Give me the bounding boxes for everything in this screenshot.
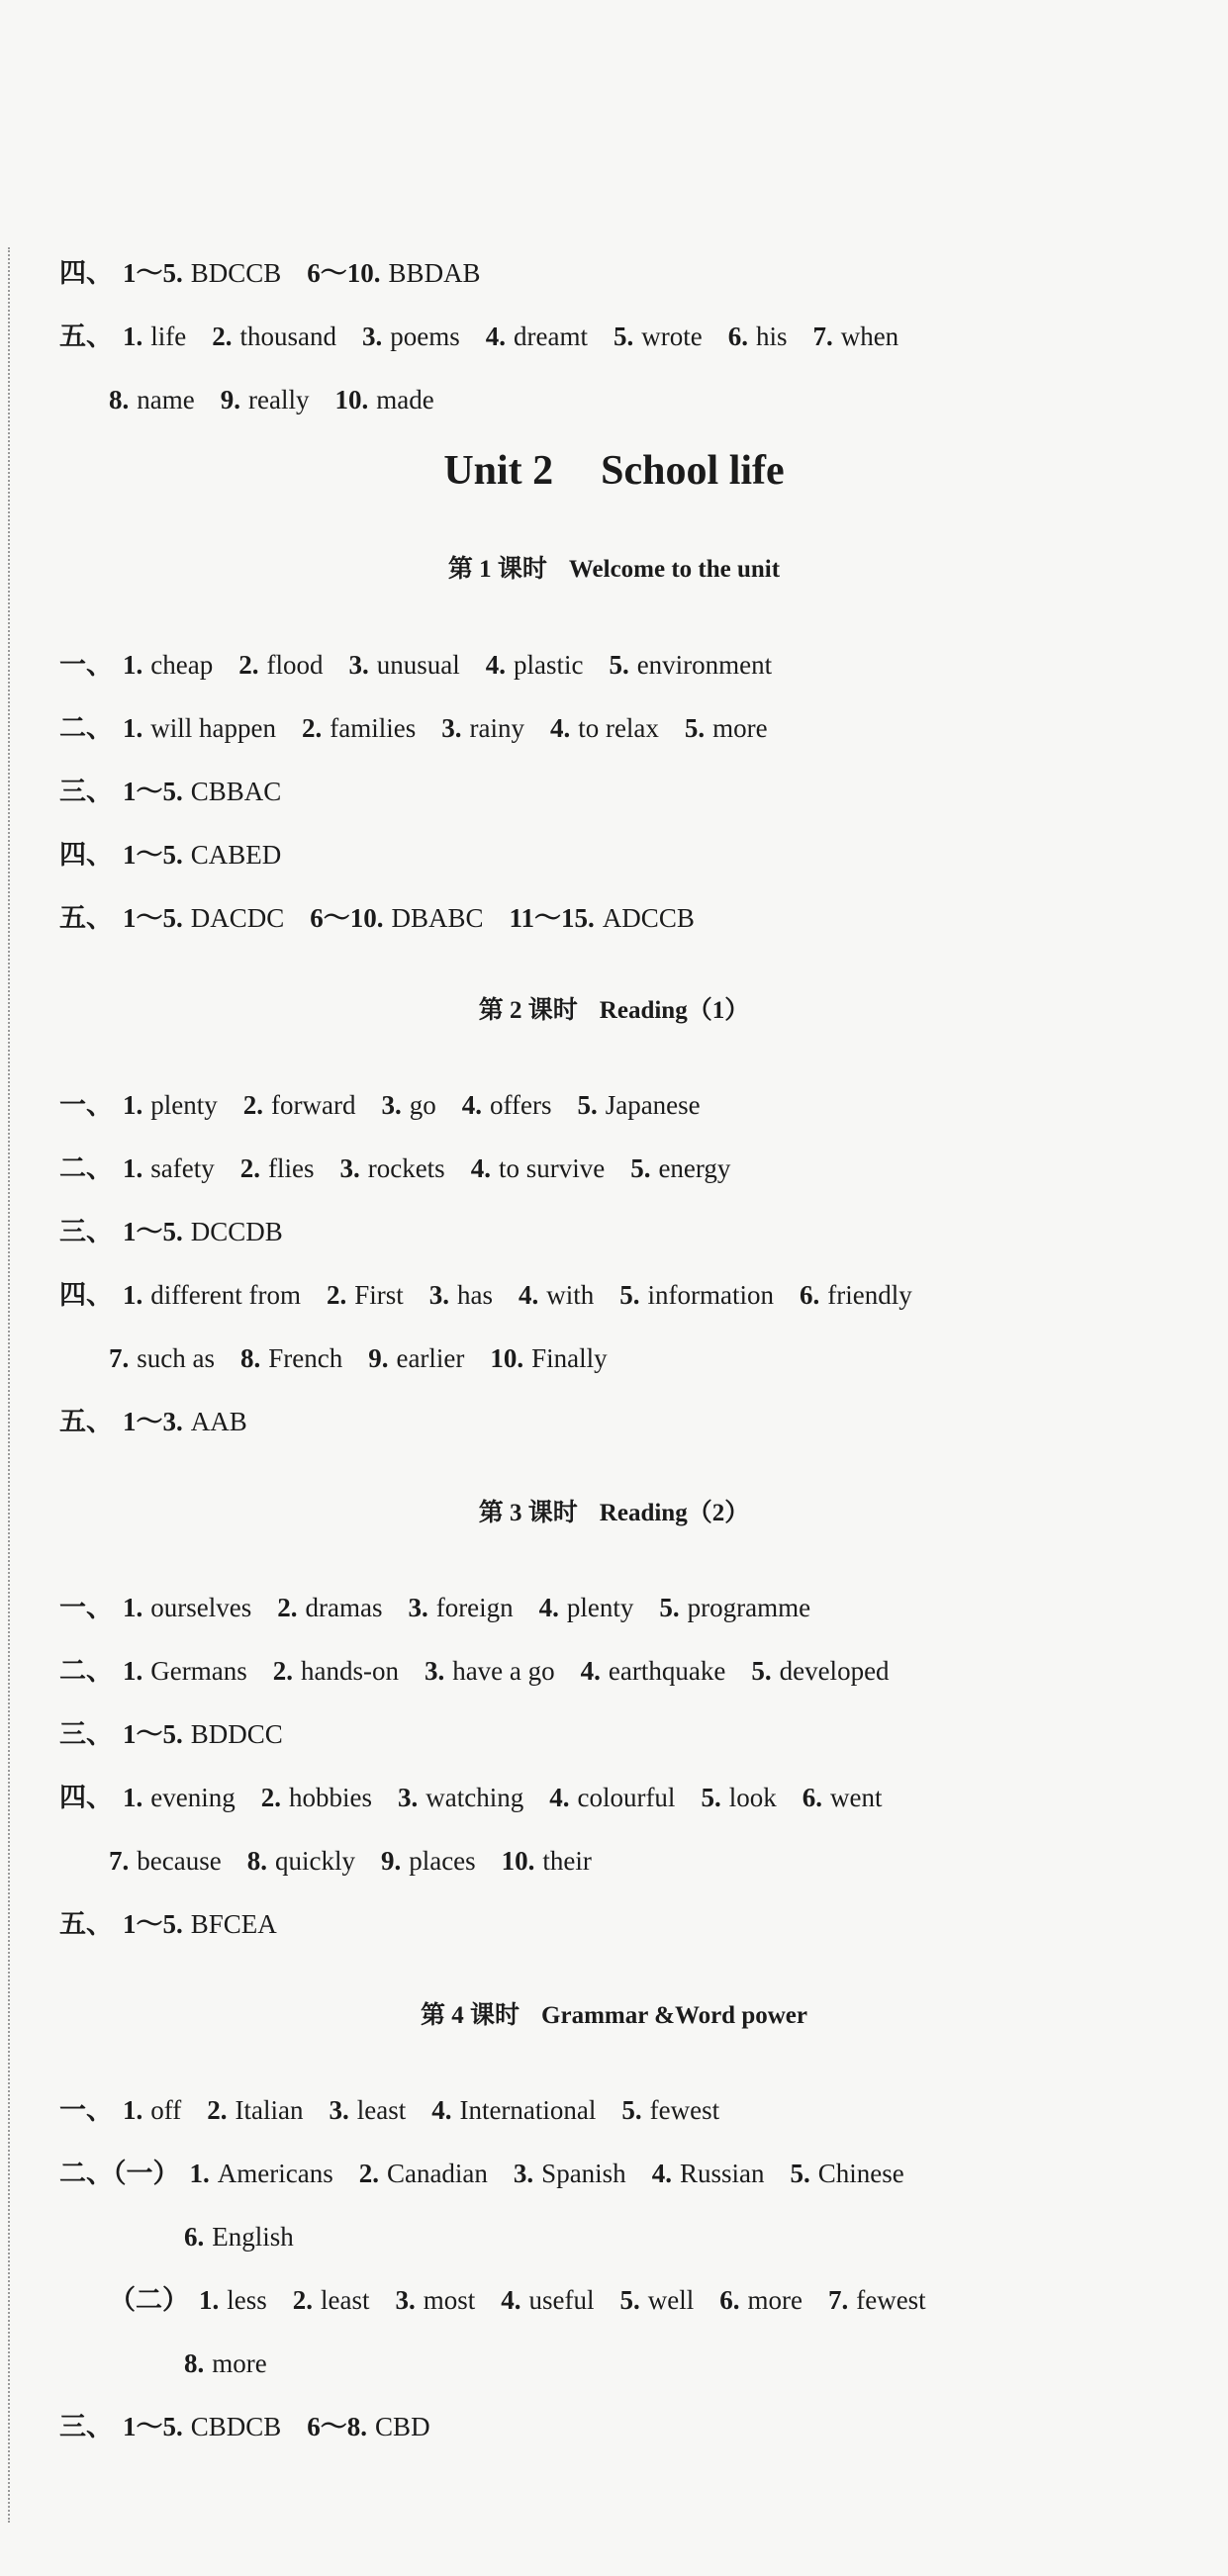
- answer-line: [59, 1275, 938, 1315]
- item-answer: Finally: [531, 1343, 608, 1373]
- item-answer: programme: [687, 1593, 811, 1622]
- item-answer: CBD: [375, 2412, 430, 2441]
- item-answer: his: [755, 322, 788, 351]
- item-number: 5.: [790, 2159, 810, 2188]
- item-answer: to survive: [498, 1153, 606, 1183]
- item-number: 7.: [109, 1846, 130, 1876]
- lesson-number: 第 2 课时: [478, 997, 578, 1024]
- item-number: 6.: [719, 2285, 740, 2315]
- item-number: 1.: [123, 1656, 143, 1686]
- item-number: 10.: [501, 1846, 535, 1876]
- item-number: 5.: [621, 2095, 642, 2125]
- item-number: 6～10.: [307, 258, 381, 288]
- item-answer: plenty: [566, 1593, 634, 1622]
- item-number: 4.: [549, 713, 571, 743]
- item-answer: life: [150, 322, 187, 351]
- answer-line: [59, 317, 924, 356]
- item-number: 2.: [260, 1783, 281, 1812]
- item-answer: foreign: [435, 1593, 514, 1622]
- section-marker: 五、: [59, 1909, 113, 1939]
- item-answer: BFCEA: [190, 1909, 277, 1939]
- answer-line: [109, 380, 460, 419]
- item-answer: BDCCB: [190, 258, 282, 288]
- item-number: 6～10.: [310, 903, 384, 933]
- item-number: 7.: [827, 2285, 849, 2315]
- item-answer: such as: [137, 1343, 215, 1373]
- item-number: 7.: [812, 322, 833, 351]
- item-number: 5.: [751, 1656, 772, 1686]
- item-answer: AAB: [190, 1407, 247, 1436]
- section-marker: 三、: [59, 2412, 113, 2441]
- answer-line: [59, 2407, 456, 2446]
- item-number: 1.: [123, 1153, 143, 1183]
- lesson-title: Grammar &Word power: [541, 2002, 807, 2029]
- answer-line: [59, 1714, 309, 1754]
- item-number: 3.: [428, 1280, 449, 1310]
- section-marker: 一、: [59, 1593, 113, 1622]
- answer-line: [59, 2154, 930, 2193]
- item-number: 4.: [470, 1153, 491, 1183]
- answer-line: [109, 1338, 633, 1378]
- item-answer: Canadian: [386, 2159, 488, 2188]
- section-marker: 二、: [59, 713, 113, 743]
- unit-label: Unit 2: [443, 448, 554, 494]
- item-number: 9.: [368, 1343, 389, 1373]
- item-number: 4.: [501, 2285, 521, 2315]
- item-number: 3.: [381, 1090, 402, 1120]
- item-number: 1.: [123, 1593, 143, 1622]
- item-answer: information: [647, 1280, 774, 1310]
- item-answer: more: [712, 713, 768, 743]
- item-number: 4.: [485, 322, 506, 351]
- item-answer: DACDC: [190, 903, 285, 933]
- item-number: 9.: [220, 385, 240, 414]
- item-number: 4.: [549, 1783, 570, 1812]
- item-answer: Russian: [679, 2159, 765, 2188]
- answer-line: [59, 645, 798, 685]
- item-number: 4.: [485, 650, 506, 680]
- item-answer: more: [747, 2285, 803, 2315]
- item-answer: Italian: [235, 2095, 304, 2125]
- item-number: 3.: [395, 2285, 416, 2315]
- binding-margin-line: [8, 247, 10, 2523]
- item-answer: their: [542, 1846, 592, 1876]
- section-marker: 三、: [59, 777, 113, 806]
- item-number: 4.: [518, 1280, 539, 1310]
- item-number: 3.: [339, 1153, 360, 1183]
- item-number: 2.: [301, 713, 323, 743]
- item-number: 3.: [397, 1783, 419, 1812]
- item-answer: cheap: [150, 650, 214, 680]
- item-number: 5.: [630, 1153, 651, 1183]
- item-answer: Chinese: [817, 2159, 904, 2188]
- item-number: 8.: [246, 1846, 267, 1876]
- lesson-number: 第 1 课时: [447, 556, 547, 583]
- item-number: 1.: [199, 2285, 220, 2315]
- unit-name: School life: [601, 448, 785, 494]
- item-answer: offers: [489, 1090, 552, 1120]
- item-answer: really: [247, 385, 310, 414]
- item-number: 2.: [242, 1090, 263, 1120]
- item-number: 1～5.: [123, 903, 183, 933]
- item-number: 1.: [123, 322, 143, 351]
- item-number: 5.: [619, 2285, 640, 2315]
- item-answer: go: [409, 1090, 436, 1120]
- lesson-heading: [0, 552, 1228, 588]
- section-marker: 二、（一）: [59, 2159, 180, 2188]
- item-number: 10.: [334, 385, 369, 414]
- item-answer: First: [354, 1280, 404, 1310]
- item-answer: plastic: [513, 650, 584, 680]
- item-number: 2.: [277, 1593, 298, 1622]
- item-number: 5.: [577, 1090, 598, 1120]
- section-marker: 五、: [59, 322, 113, 351]
- item-number: 1～5.: [123, 2412, 183, 2441]
- item-answer: because: [137, 1846, 222, 1876]
- item-number: 4.: [580, 1656, 601, 1686]
- item-answer: different from: [150, 1280, 301, 1310]
- item-number: 3.: [513, 2159, 534, 2188]
- item-answer: DBABC: [391, 903, 484, 933]
- section-marker: 三、: [59, 1719, 113, 1749]
- item-answer: quickly: [274, 1846, 355, 1876]
- item-answer: ourselves: [150, 1593, 252, 1622]
- item-answer: when: [840, 322, 899, 351]
- item-number: 4.: [651, 2159, 672, 2188]
- item-number: 1～5.: [123, 777, 183, 806]
- item-number: 6.: [802, 1783, 822, 1812]
- item-answer: French: [268, 1343, 343, 1373]
- item-answer: have a go: [452, 1656, 555, 1686]
- item-number: 1.: [123, 1090, 143, 1120]
- item-number: 5.: [613, 322, 634, 351]
- item-answer: BDDCC: [190, 1719, 283, 1749]
- item-number: 8.: [109, 385, 130, 414]
- lesson-title: Reading（1）: [599, 997, 750, 1024]
- item-answer: made: [376, 385, 434, 414]
- item-number: 1.: [123, 1280, 143, 1310]
- item-number: 2.: [272, 1656, 293, 1686]
- section-marker: 四、: [59, 258, 113, 288]
- item-number: 6～8.: [307, 2412, 368, 2441]
- item-number: 1～5.: [123, 1909, 183, 1939]
- item-answer: with: [546, 1280, 595, 1310]
- item-answer: poems: [390, 322, 460, 351]
- lesson-heading: [0, 993, 1228, 1029]
- item-answer: rainy: [469, 713, 524, 743]
- answer-line: [59, 1588, 836, 1627]
- item-answer: earthquake: [608, 1656, 726, 1686]
- item-answer: colourful: [577, 1783, 676, 1812]
- item-number: 6.: [184, 2222, 205, 2252]
- lesson-title: Welcome to the unit: [568, 556, 781, 583]
- item-answer: wrote: [641, 322, 703, 351]
- item-answer: hobbies: [288, 1783, 372, 1812]
- lesson-heading: [0, 1496, 1228, 1531]
- item-answer: Americans: [217, 2159, 333, 2188]
- item-number: 6.: [799, 1280, 820, 1310]
- item-answer: unusual: [376, 650, 460, 680]
- item-number: 7.: [109, 1343, 130, 1373]
- section-marker: 三、: [59, 1217, 113, 1246]
- item-answer: CABED: [190, 840, 282, 870]
- item-answer: CBDCB: [190, 2412, 282, 2441]
- item-answer: flood: [266, 650, 324, 680]
- item-answer: thousand: [239, 322, 336, 351]
- item-answer: Spanish: [541, 2159, 626, 2188]
- item-answer: Japanese: [605, 1090, 701, 1120]
- section-marker: 五、: [59, 1407, 113, 1436]
- item-number: 5.: [659, 1593, 680, 1622]
- answer-line: [59, 1778, 907, 1817]
- item-answer: plenty: [150, 1090, 218, 1120]
- item-number: 4.: [538, 1593, 559, 1622]
- item-answer: useful: [528, 2285, 595, 2315]
- answer-line: [59, 1651, 915, 1691]
- lesson-number: 第 4 课时: [421, 2002, 520, 2029]
- answer-line: [59, 708, 794, 748]
- section-marker: 四、: [59, 1783, 113, 1812]
- item-answer: rockets: [367, 1153, 445, 1183]
- item-number: 3.: [329, 2095, 349, 2125]
- item-number: 3.: [424, 1656, 445, 1686]
- item-number: 5.: [684, 713, 706, 743]
- section-marker: 二、: [59, 1656, 113, 1686]
- lesson-number: 第 3 课时: [478, 1500, 578, 1526]
- item-answer: friendly: [827, 1280, 912, 1310]
- item-number: 1.: [189, 2159, 210, 2188]
- item-answer: families: [330, 713, 417, 743]
- item-number: 2.: [207, 2095, 228, 2125]
- section-marker: 一、: [59, 2095, 113, 2125]
- item-number: 1.: [123, 713, 143, 743]
- item-number: 3.: [408, 1593, 428, 1622]
- item-answer: DCCDB: [190, 1217, 283, 1246]
- item-number: 5.: [619, 1280, 640, 1310]
- item-number: 1.: [123, 650, 143, 680]
- item-number: 6.: [727, 322, 748, 351]
- item-answer: hands-on: [300, 1656, 399, 1686]
- item-number: 4.: [461, 1090, 482, 1120]
- item-number: 1～5.: [123, 258, 183, 288]
- item-answer: Germans: [150, 1656, 247, 1686]
- unit-title: [0, 443, 1228, 499]
- item-number: 8.: [184, 2348, 205, 2378]
- item-answer: safety: [150, 1153, 215, 1183]
- item-answer: forward: [271, 1090, 356, 1120]
- section-marker: 四、: [59, 1280, 113, 1310]
- item-answer: English: [212, 2222, 294, 2252]
- item-answer: CBBAC: [190, 777, 282, 806]
- item-answer: fewest: [856, 2285, 926, 2315]
- section-marker: （二）: [109, 2285, 189, 2315]
- item-answer: off: [150, 2095, 182, 2125]
- answer-line: [59, 898, 720, 938]
- item-answer: flies: [267, 1153, 315, 1183]
- section-marker: 四、: [59, 840, 113, 870]
- item-number: 1～5.: [123, 840, 183, 870]
- item-answer: least: [356, 2095, 407, 2125]
- item-answer: went: [829, 1783, 883, 1812]
- item-number: 1.: [123, 1783, 143, 1812]
- answer-line: [59, 253, 507, 293]
- lesson-title: Reading（2）: [599, 1500, 750, 1526]
- item-answer: earlier: [396, 1343, 465, 1373]
- answer-line: [59, 1904, 303, 1944]
- item-answer: to relax: [578, 713, 659, 743]
- answer-line: [59, 835, 307, 874]
- item-number: 11～15.: [509, 903, 595, 933]
- item-number: 2.: [239, 1153, 260, 1183]
- item-number: 5.: [701, 1783, 721, 1812]
- section-marker: 一、: [59, 1090, 113, 1120]
- item-number: 1～5.: [123, 1719, 183, 1749]
- answer-line: [59, 1212, 309, 1251]
- item-number: 3.: [361, 322, 383, 351]
- item-answer: watching: [425, 1783, 524, 1812]
- item-answer: International: [459, 2095, 597, 2125]
- item-number: 2.: [238, 650, 259, 680]
- item-number: 1.: [123, 2095, 143, 2125]
- item-answer: least: [321, 2285, 370, 2315]
- item-number: 1～5.: [123, 1217, 183, 1246]
- answer-line: [59, 2090, 745, 2130]
- answer-line: [184, 2344, 293, 2383]
- item-answer: BBDAB: [388, 258, 481, 288]
- item-answer: ADCCB: [602, 903, 695, 933]
- item-number: 8.: [239, 1343, 261, 1373]
- item-answer: dramas: [305, 1593, 383, 1622]
- item-number: 1～3.: [123, 1407, 183, 1436]
- item-answer: energy: [658, 1153, 731, 1183]
- item-number: 2.: [292, 2285, 313, 2315]
- item-number: 2.: [358, 2159, 379, 2188]
- item-number: 9.: [380, 1846, 402, 1876]
- item-answer: will happen: [150, 713, 276, 743]
- item-answer: more: [212, 2348, 267, 2378]
- item-number: 3.: [441, 713, 462, 743]
- item-number: 5.: [609, 650, 629, 680]
- section-marker: 一、: [59, 650, 113, 680]
- item-answer: most: [423, 2285, 476, 2315]
- answer-line: [59, 1402, 273, 1441]
- section-marker: 五、: [59, 903, 113, 933]
- item-answer: look: [728, 1783, 777, 1812]
- item-answer: environment: [636, 650, 773, 680]
- item-answer: well: [647, 2285, 695, 2315]
- item-number: 10.: [490, 1343, 524, 1373]
- item-answer: developed: [779, 1656, 890, 1686]
- item-answer: dreamt: [513, 322, 588, 351]
- section-marker: 二、: [59, 1153, 113, 1183]
- lesson-heading: [0, 1998, 1228, 2034]
- item-number: 4.: [431, 2095, 452, 2125]
- item-answer: has: [456, 1280, 493, 1310]
- answer-line: [59, 1085, 726, 1125]
- item-answer: less: [227, 2285, 267, 2315]
- item-number: 2.: [212, 322, 233, 351]
- answer-line: [59, 1149, 756, 1188]
- item-answer: places: [409, 1846, 476, 1876]
- item-answer: name: [137, 385, 195, 414]
- item-number: 3.: [348, 650, 369, 680]
- item-number: 2.: [326, 1280, 347, 1310]
- answer-line: [109, 1841, 617, 1881]
- item-answer: fewest: [649, 2095, 720, 2125]
- answer-line: [184, 2217, 320, 2256]
- answer-line: [109, 2280, 952, 2320]
- item-answer: evening: [150, 1783, 236, 1812]
- answer-line: [59, 772, 307, 811]
